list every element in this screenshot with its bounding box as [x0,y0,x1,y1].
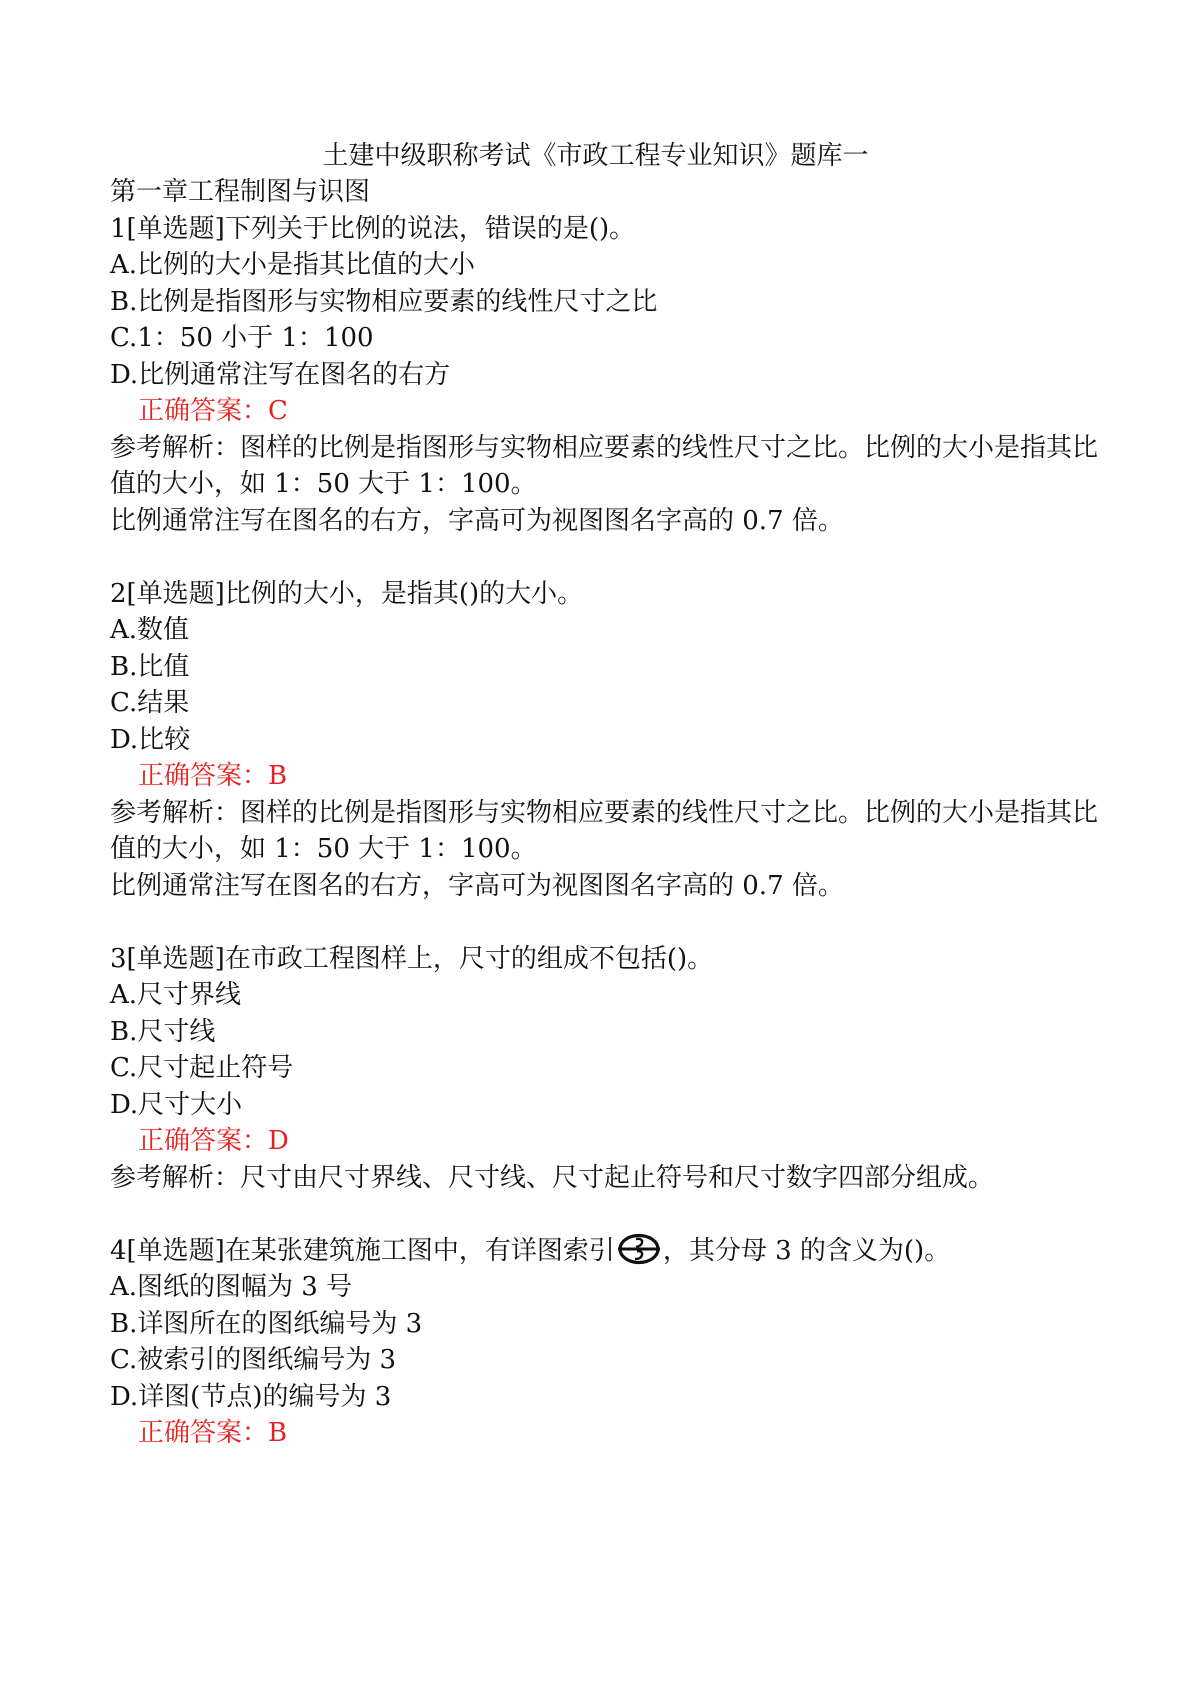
question-option: C.被索引的图纸编号为 3 [110,1345,397,1375]
question-option: C.尺寸起止符号 [110,1053,294,1083]
question-option: B.比值 [110,651,190,682]
question-option: C.1：50 小于 1：100 [110,323,374,353]
question-stem [110,1233,1100,1270]
question-stem: 2[单选题]比例的大小，是指其()的大小。 [110,578,584,609]
question-option: B.尺寸线 [110,1016,216,1047]
correct-answer: 正确答案：B [138,761,288,791]
document-content [110,174,1100,1452]
answer-analysis: 参考解析：图样的比例是指图形与实物相应要素的线性尺寸之比。比例的大小是指其比值的大小，如 1：50 大于 1：100。 [110,797,1099,864]
document-title: 土建中级职称考试《市政工程专业知识》题库一 [322,141,869,171]
question-block-3 [110,941,1100,1197]
question-option: A.图纸的图幅为 3 号 [110,1272,353,1302]
question-option: C.结果 [110,688,190,718]
question-option: A.尺寸界线 [110,980,242,1010]
question-block-2 [110,576,1100,905]
question-option: D.详图(节点)的编号为 3 [110,1381,392,1412]
correct-answer: 正确答案：C [138,396,288,426]
question-stem: 3[单选题]在市政工程图样上，尺寸的组成不包括()。 [110,943,714,974]
spacer [110,904,1100,941]
question-option: B.详图所在的图纸编号为 3 [110,1308,423,1339]
question-option: D.比例通常注写在图名的右方 [110,359,451,390]
correct-answer: 正确答案：B [138,1418,288,1448]
chapter-heading: 第一章工程制图与识图 [110,177,371,207]
spacer [110,1196,1100,1233]
question-block-1 [110,211,1100,540]
question-option: A.比例的大小是指其比值的大小 [110,250,476,280]
question-option: B.比例是指图形与实物相应要素的线性尺寸之比 [110,286,658,317]
answer-analysis: 参考解析：尺寸由尺寸界线、尺寸线、尺寸起止符号和尺寸数字四部分组成。 [110,1162,995,1193]
question-option: A.数值 [110,615,190,645]
question-option: D.比较 [110,724,191,755]
question-stem: 1[单选题]下列关于比例的说法，错误的是()。 [110,213,636,244]
question-stem-before: 4[单选题]在某张建筑施工图中，有详图索引 [110,1235,615,1266]
question-option: D.尺寸大小 [110,1089,243,1120]
answer-analysis: 比例通常注写在图名的右方，字高可为视图图名字高的 0.7 倍。 [110,505,844,536]
answer-analysis: 比例通常注写在图名的右方，字高可为视图图名字高的 0.7 倍。 [110,870,844,901]
detail-index-symbol-icon [616,1233,662,1265]
spacer [110,539,1100,576]
question-stem-after: ，其分母 3 的含义为()。 [662,1235,951,1266]
answer-analysis: 参考解析：图样的比例是指图形与实物相应要素的线性尺寸之比。比例的大小是指其比值的大小，如 1：50 大于 1：100。 [110,432,1099,499]
correct-answer: 正确答案：D [138,1126,289,1156]
question-block-4 [110,1233,1100,1452]
